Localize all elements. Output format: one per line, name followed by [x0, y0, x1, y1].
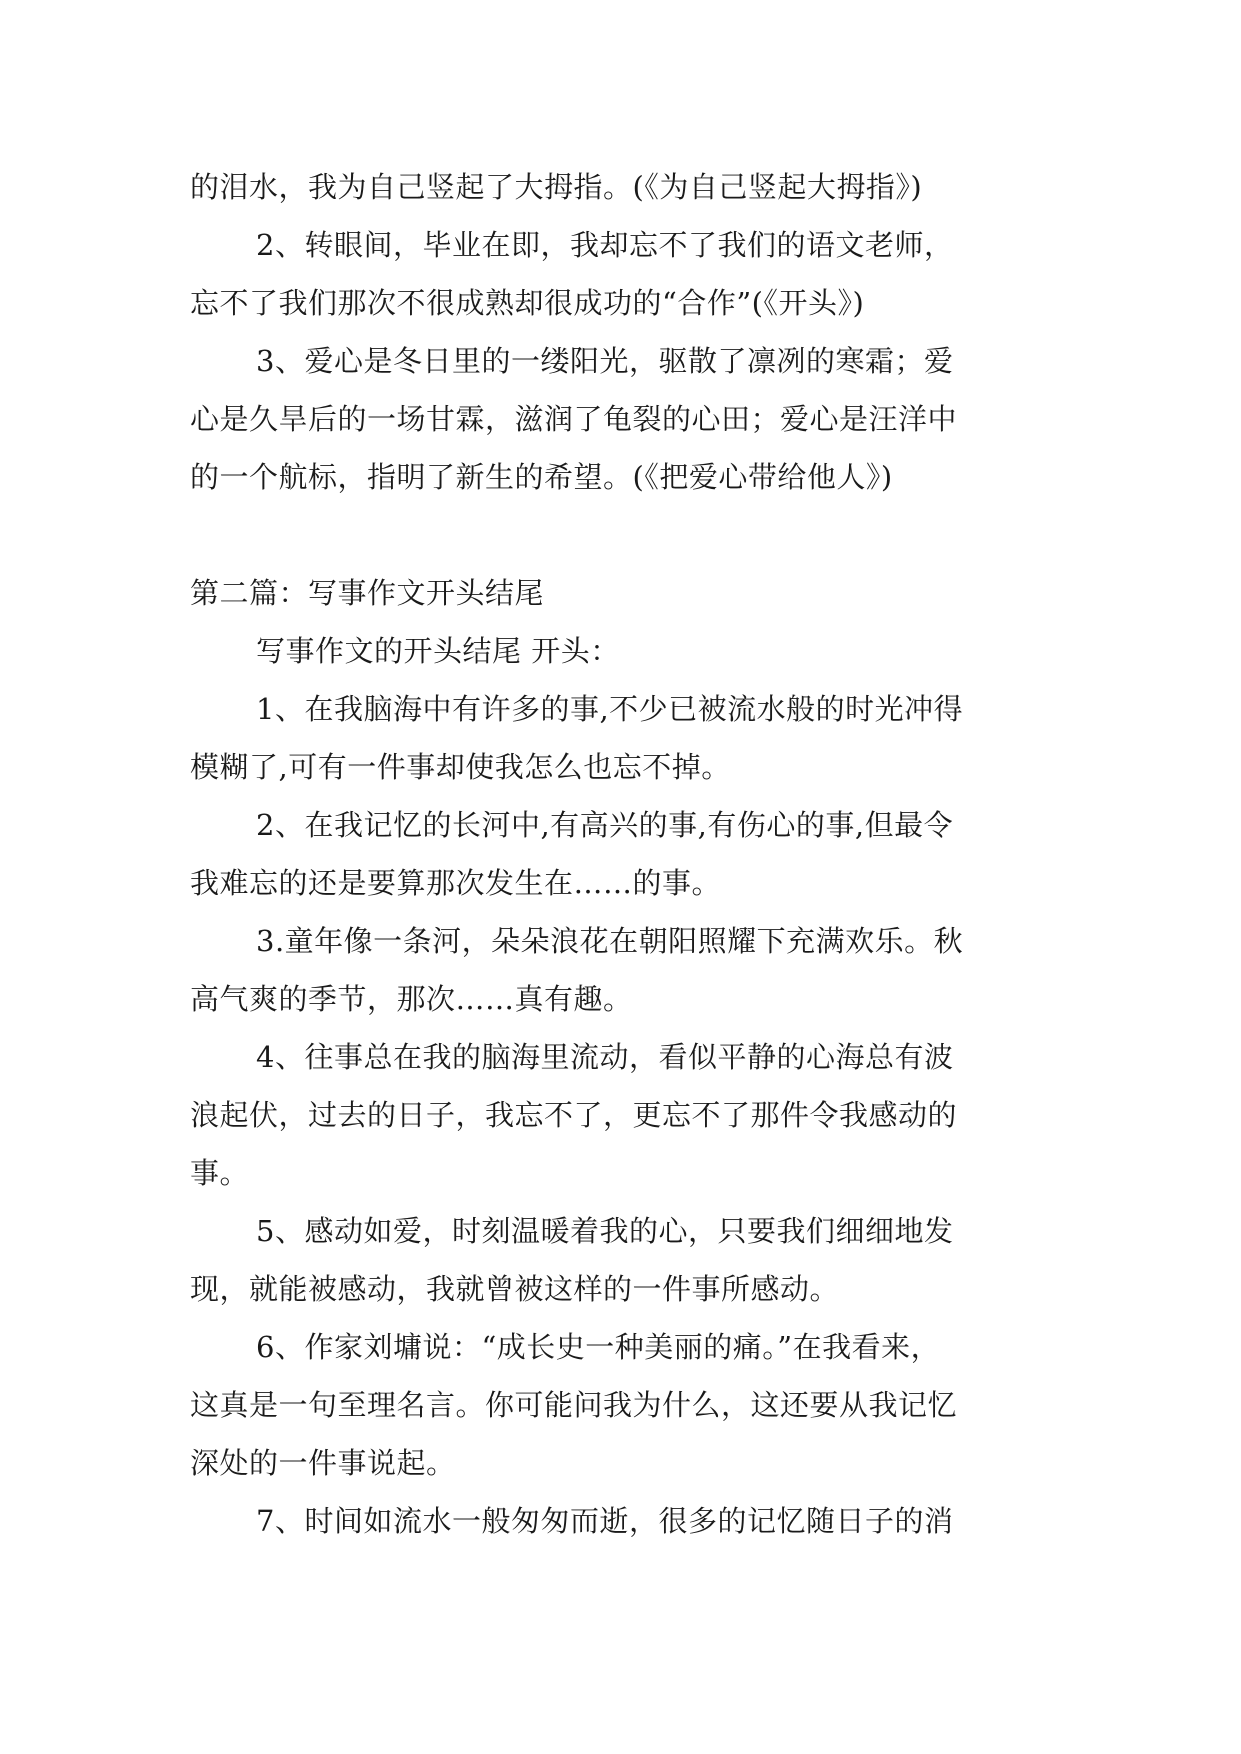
paragraph-line: 浪起伏，过去的日子，我忘不了，更忘不了那件令我感动的: [190, 1098, 958, 1132]
paragraph-line: 现，就能被感动，我就曾被这样的一件事所感动。: [190, 1272, 840, 1306]
paragraph-line: 2、在我记忆的长河中,有高兴的事,有伤心的事,但最令: [256, 808, 954, 842]
paragraph-line: 1、在我脑海中有许多的事,不少已被流水般的时光冲得: [256, 692, 964, 726]
paragraph-line: 心是久旱后的一场甘霖，滋润了龟裂的心田；爱心是汪洋中: [190, 402, 958, 436]
paragraph-line: 事。: [190, 1156, 250, 1190]
paragraph-line: 这真是一句至理名言。你可能问我为什么，这还要从我记忆: [190, 1388, 958, 1422]
paragraph-line: 我难忘的还是要算那次发生在……的事。: [190, 866, 722, 900]
paragraph-line: 6、作家刘墉说：“成长史一种美丽的痛。”在我看来，: [256, 1330, 941, 1364]
paragraph-line: 的泪水，我为自己竖起了大拇指。(《为自己竖起大拇指》): [190, 170, 923, 204]
paragraph-line: 4、往事总在我的脑海里流动，看似平静的心海总有波: [256, 1040, 954, 1074]
document-page: [190, 158, 1060, 1550]
paragraph-line: 写事作文的开头结尾 开头：: [256, 634, 620, 668]
section-heading: 第二篇：写事作文开头结尾: [190, 576, 545, 610]
paragraph-line: 模糊了,可有一件事却使我怎么也忘不掉。: [190, 750, 731, 784]
paragraph-line: 3、爱心是冬日里的一缕阳光，驱散了凛冽的寒霜；爱: [256, 344, 954, 378]
paragraph-line: 7、时间如流水一般匆匆而逝，很多的记忆随日子的消: [256, 1504, 954, 1538]
paragraph-line: 忘不了我们那次不很成熟却很成功的“合作”(《开头》): [190, 286, 865, 320]
paragraph-line: 高气爽的季节，那次……真有趣。: [190, 982, 633, 1016]
paragraph-line: 3.童年像一条河，朵朵浪花在朝阳照耀下充满欢乐。秋: [256, 924, 964, 958]
paragraph-line: 深处的一件事说起。: [190, 1446, 456, 1480]
paragraph-line: 的一个航标，指明了新生的希望。(《把爱心带给他人》): [190, 460, 893, 494]
paragraph-line: 2、转眼间，毕业在即，我却忘不了我们的语文老师，: [256, 228, 954, 262]
section-gap: [190, 506, 1060, 564]
paragraph-line: 5、感动如爱，时刻温暖着我的心，只要我们细细地发: [256, 1214, 954, 1248]
